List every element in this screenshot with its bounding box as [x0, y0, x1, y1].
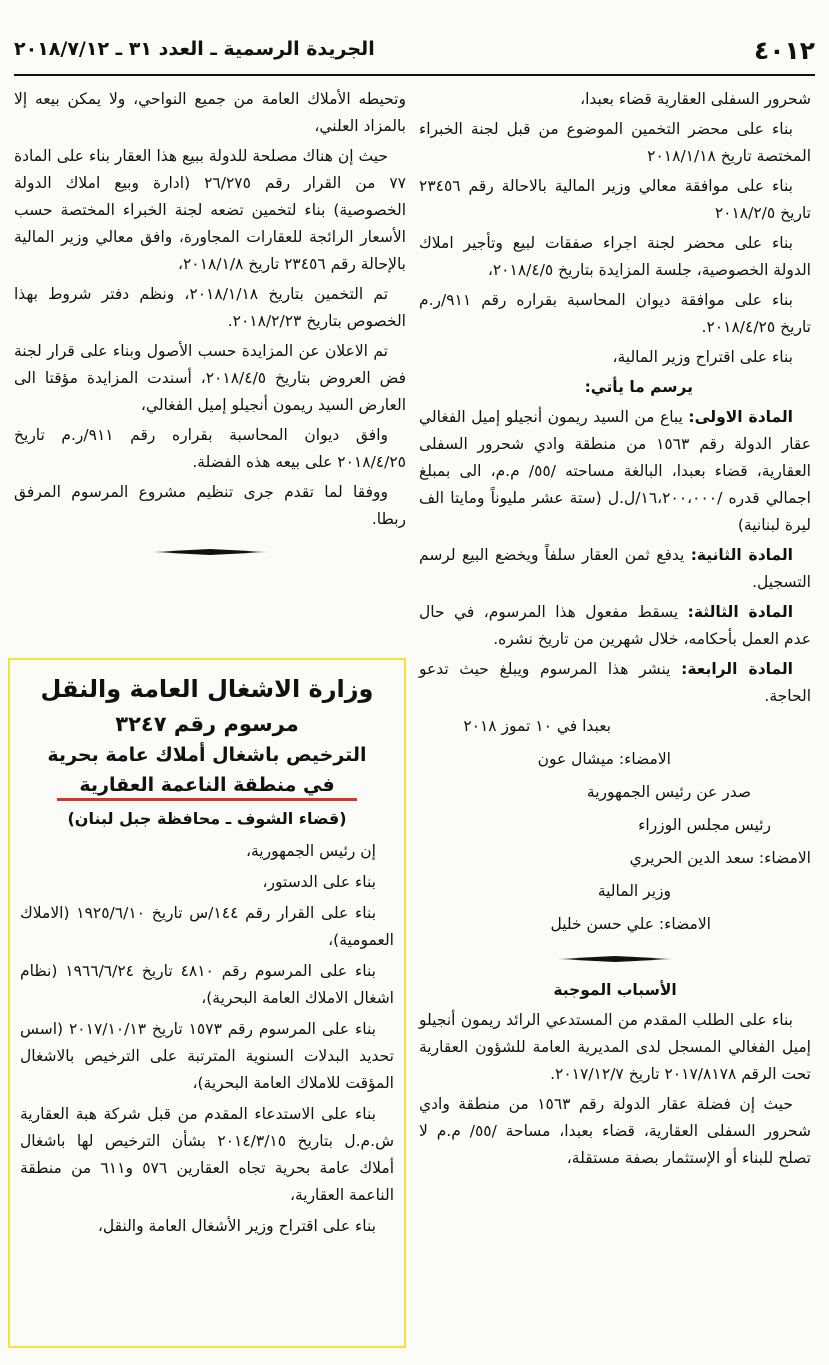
paragraph: وافق ديوان المحاسبة بقراره رقم ٩١١/ر.م تاريخ ٢٠١٨/٤/٢٥ على بيعه هذه الفضلة. [14, 426, 406, 471]
paragraph: بناء على محضر التخمين الموضوع من قبل لجنة الخبراء المختصة تاريخ ٢٠١٨/١/١٨ [419, 120, 811, 165]
paragraph: حيث إن فضلة عقار الدولة رقم ١٥٦٣ من منطقة وادي شحرور السفلى العقارية، قضاء بعبدا، مساحة /٥٥/ م.م لا تصلح للبناء أو الإستثمار بصفة مستقلة، [419, 1095, 812, 1167]
article-text: ينشر هذا المرسوم ويبلغ حيث تدعو الحاجة. [419, 660, 811, 705]
decree-formula: يرسم ما يأتي: [584, 378, 693, 396]
finance-title: وزير المالية [597, 882, 671, 900]
date-line: بعبدا في ١٠ تموز ٢٠١٨ [463, 717, 611, 735]
article-text: يباع من السيد ريمون أنجيلو إميل الفغالي عقار الدولة رقم ١٥٦٣ من منطقة وادي شحرور السفلى العقارية، قضاء بعبدا، البالغة مساحته /٥٥/ م.م، الى بمبلغ اجمالي قدره /١٦،٢٠٠،٠٠٠/ل.ل (ستة عشر مليوناً ومايتا الف ليرة لبنانية) [419, 408, 811, 534]
signature-president: الامضاء: ميشال عون [537, 750, 671, 768]
article-label: المادة الثانية: [690, 546, 793, 564]
section-divider [419, 944, 811, 971]
article-3 [419, 599, 811, 653]
decree-number: مرسوم رقم ٣٢٤٧ [115, 712, 299, 736]
paragraph: إن رئيس الجمهورية، [245, 842, 376, 860]
paragraph: بناء على اقتراح وزير الأشغال العامة والنقل، [97, 1217, 376, 1235]
section-divider [14, 537, 406, 564]
paragraph: بناء على محضر لجنة اجراء صفقات لبيع وتأجير املاك الدولة الخصوصية، جلسة المزايدة بتاريخ ٢٠١٨/٤/٥، [419, 234, 811, 279]
paragraph: بناء على موافقة معالي وزير المالية بالاحالة رقم ٢٣٤٥٦ تاريخ ٢٠١٨/٢/٥ [419, 177, 811, 222]
decree-district: (قضاء الشوف ـ محافظة جبل لبنان) [67, 809, 347, 828]
article-text: يسقط مفعول هذا المرسوم، في حال عدم العمل بأحكامه، خلال شهرين من تاريخ نشره. [419, 603, 811, 648]
page-header [14, 30, 815, 74]
right-column [419, 86, 811, 1175]
paragraph: بناء على اقتراح وزير المالية، [612, 348, 793, 366]
article-4 [419, 656, 811, 710]
pm-title: رئيس مجلس الوزراء [638, 816, 771, 834]
signature-block [419, 713, 811, 938]
paragraph: بناء على المرسوم رقم ٤٨١٠ تاريخ ١٩٦٦/٦/٢٤ (نظام اشغال الاملاك العامة البحرية)، [20, 962, 394, 1007]
article-label: المادة الرابعة: [681, 660, 793, 678]
signature-pm: الامضاء: سعد الدين الحريري [629, 849, 811, 867]
paragraph: بناء على الدستور، [262, 873, 376, 891]
paragraph: شحرور السفلى العقارية قضاء بعبدا، [580, 90, 811, 108]
article-2 [419, 542, 811, 596]
paragraph: بناء على الاستدعاء المقدم من قبل شركة هبة العقارية ش.م.ل بتاريخ ٢٠١٤/٣/١٥ بشأن الترخيص لها باشغال أملاك عامة بحرية تجاه العقارين ٥٧٦ و٦١١ من منطقة الناعمة العقارية، [20, 1105, 394, 1204]
paragraph: تم التخمين بتاريخ ٢٠١٨/١/١٨، ونظم دفتر شروط بهذا الخصوص بتاريخ ٢٠١٨/٢/٢٣. [14, 285, 406, 330]
gazette-issue-title: الجريدة الرسمية ـ العدد ٣١ ـ ٢٠١٨/٧/١٢ [14, 38, 375, 60]
issued-by: صدر عن رئيس الجمهورية [586, 783, 751, 801]
article-label: المادة الثالثة: [687, 603, 794, 621]
reasons-title: الأسباب الموجبة [553, 981, 677, 999]
left-column [14, 86, 406, 570]
article-label: المادة الاولى: [688, 408, 793, 426]
paragraph: تم الاعلان عن المزايدة حسب الأصول وبناء على قرار لجنة فض العروض بتاريخ ٢٠١٨/٤/٥، أسندت المزايدة مؤقتا الى العارض السيد ريمون أنجيلو إميل الفغالي، [14, 342, 406, 414]
signature-finance: الامضاء: علي حسن خليل [550, 915, 711, 933]
paragraph: بناء على المرسوم رقم ١٥٧٣ تاريخ ٢٠١٧/١٠/١٣ (اسس تحديد البدلات السنوية المترتبة على الترخيص بالاشغال المؤقت للاملاك العامة البحرية)، [20, 1020, 394, 1092]
decree-location: في منطقة الناعمة العقارية [79, 774, 335, 796]
paragraph: وتحيطه الأملاك العامة من جميع النواحي، ولا يمكن بيعه إلا بالمزاد العلني، [14, 90, 406, 135]
page-number: ٤٠١٢ [753, 36, 815, 65]
paragraph: بناء على القرار رقم ١٤٤/س تاريخ ١٩٢٥/٦/١٠ (الاملاك العمومية)، [20, 904, 394, 949]
decree-subject: الترخيص باشغال أملاك عامة بحرية [47, 744, 367, 766]
paragraph: بناء على الطلب المقدم من المستدعي الرائد ريمون أنجيلو إميل الفغالي المسجل لدى المديرية العامة للشؤون العقارية تحت الرقم ٢٠١٧/٨١٧٨ تاريخ ٢٠١٧/١٢/٧. [419, 1011, 811, 1083]
paragraph: بناء على موافقة ديوان المحاسبة بقراره رقم ٩١١/ر.م تاريخ ٢٠١٨/٤/٢٥. [419, 291, 811, 336]
header-rule [14, 74, 815, 76]
paragraph: ووفقا لما تقدم جرى تنظيم مشروع المرسوم المرفق ربطا. [14, 483, 406, 528]
article-text: يدفع ثمن العقار سلفاً ويخضع البيع لرسم التسجيل. [419, 546, 811, 591]
article-1 [419, 404, 811, 539]
decree-highlight-box [8, 658, 406, 1348]
ministry-title: وزارة الاشغال العامة والنقل [40, 675, 374, 703]
paragraph: حيث إن هناك مصلحة للدولة ببيع هذا العقار بناء على المادة ٧٧ من القرار رقم ٢٦/٢٧٥ (ادارة وبيع املاك الدولة الخصوصية) بناء لتخمين تضعه لجنة الخبراء المختصة حسب الأسعار الرائجة للعقارات المجاورة، وافق معالي وزير المالية بالإحالة رقم ٢٣٤٥٦ تاريخ ٢٠١٨/١/٨، [14, 147, 407, 273]
